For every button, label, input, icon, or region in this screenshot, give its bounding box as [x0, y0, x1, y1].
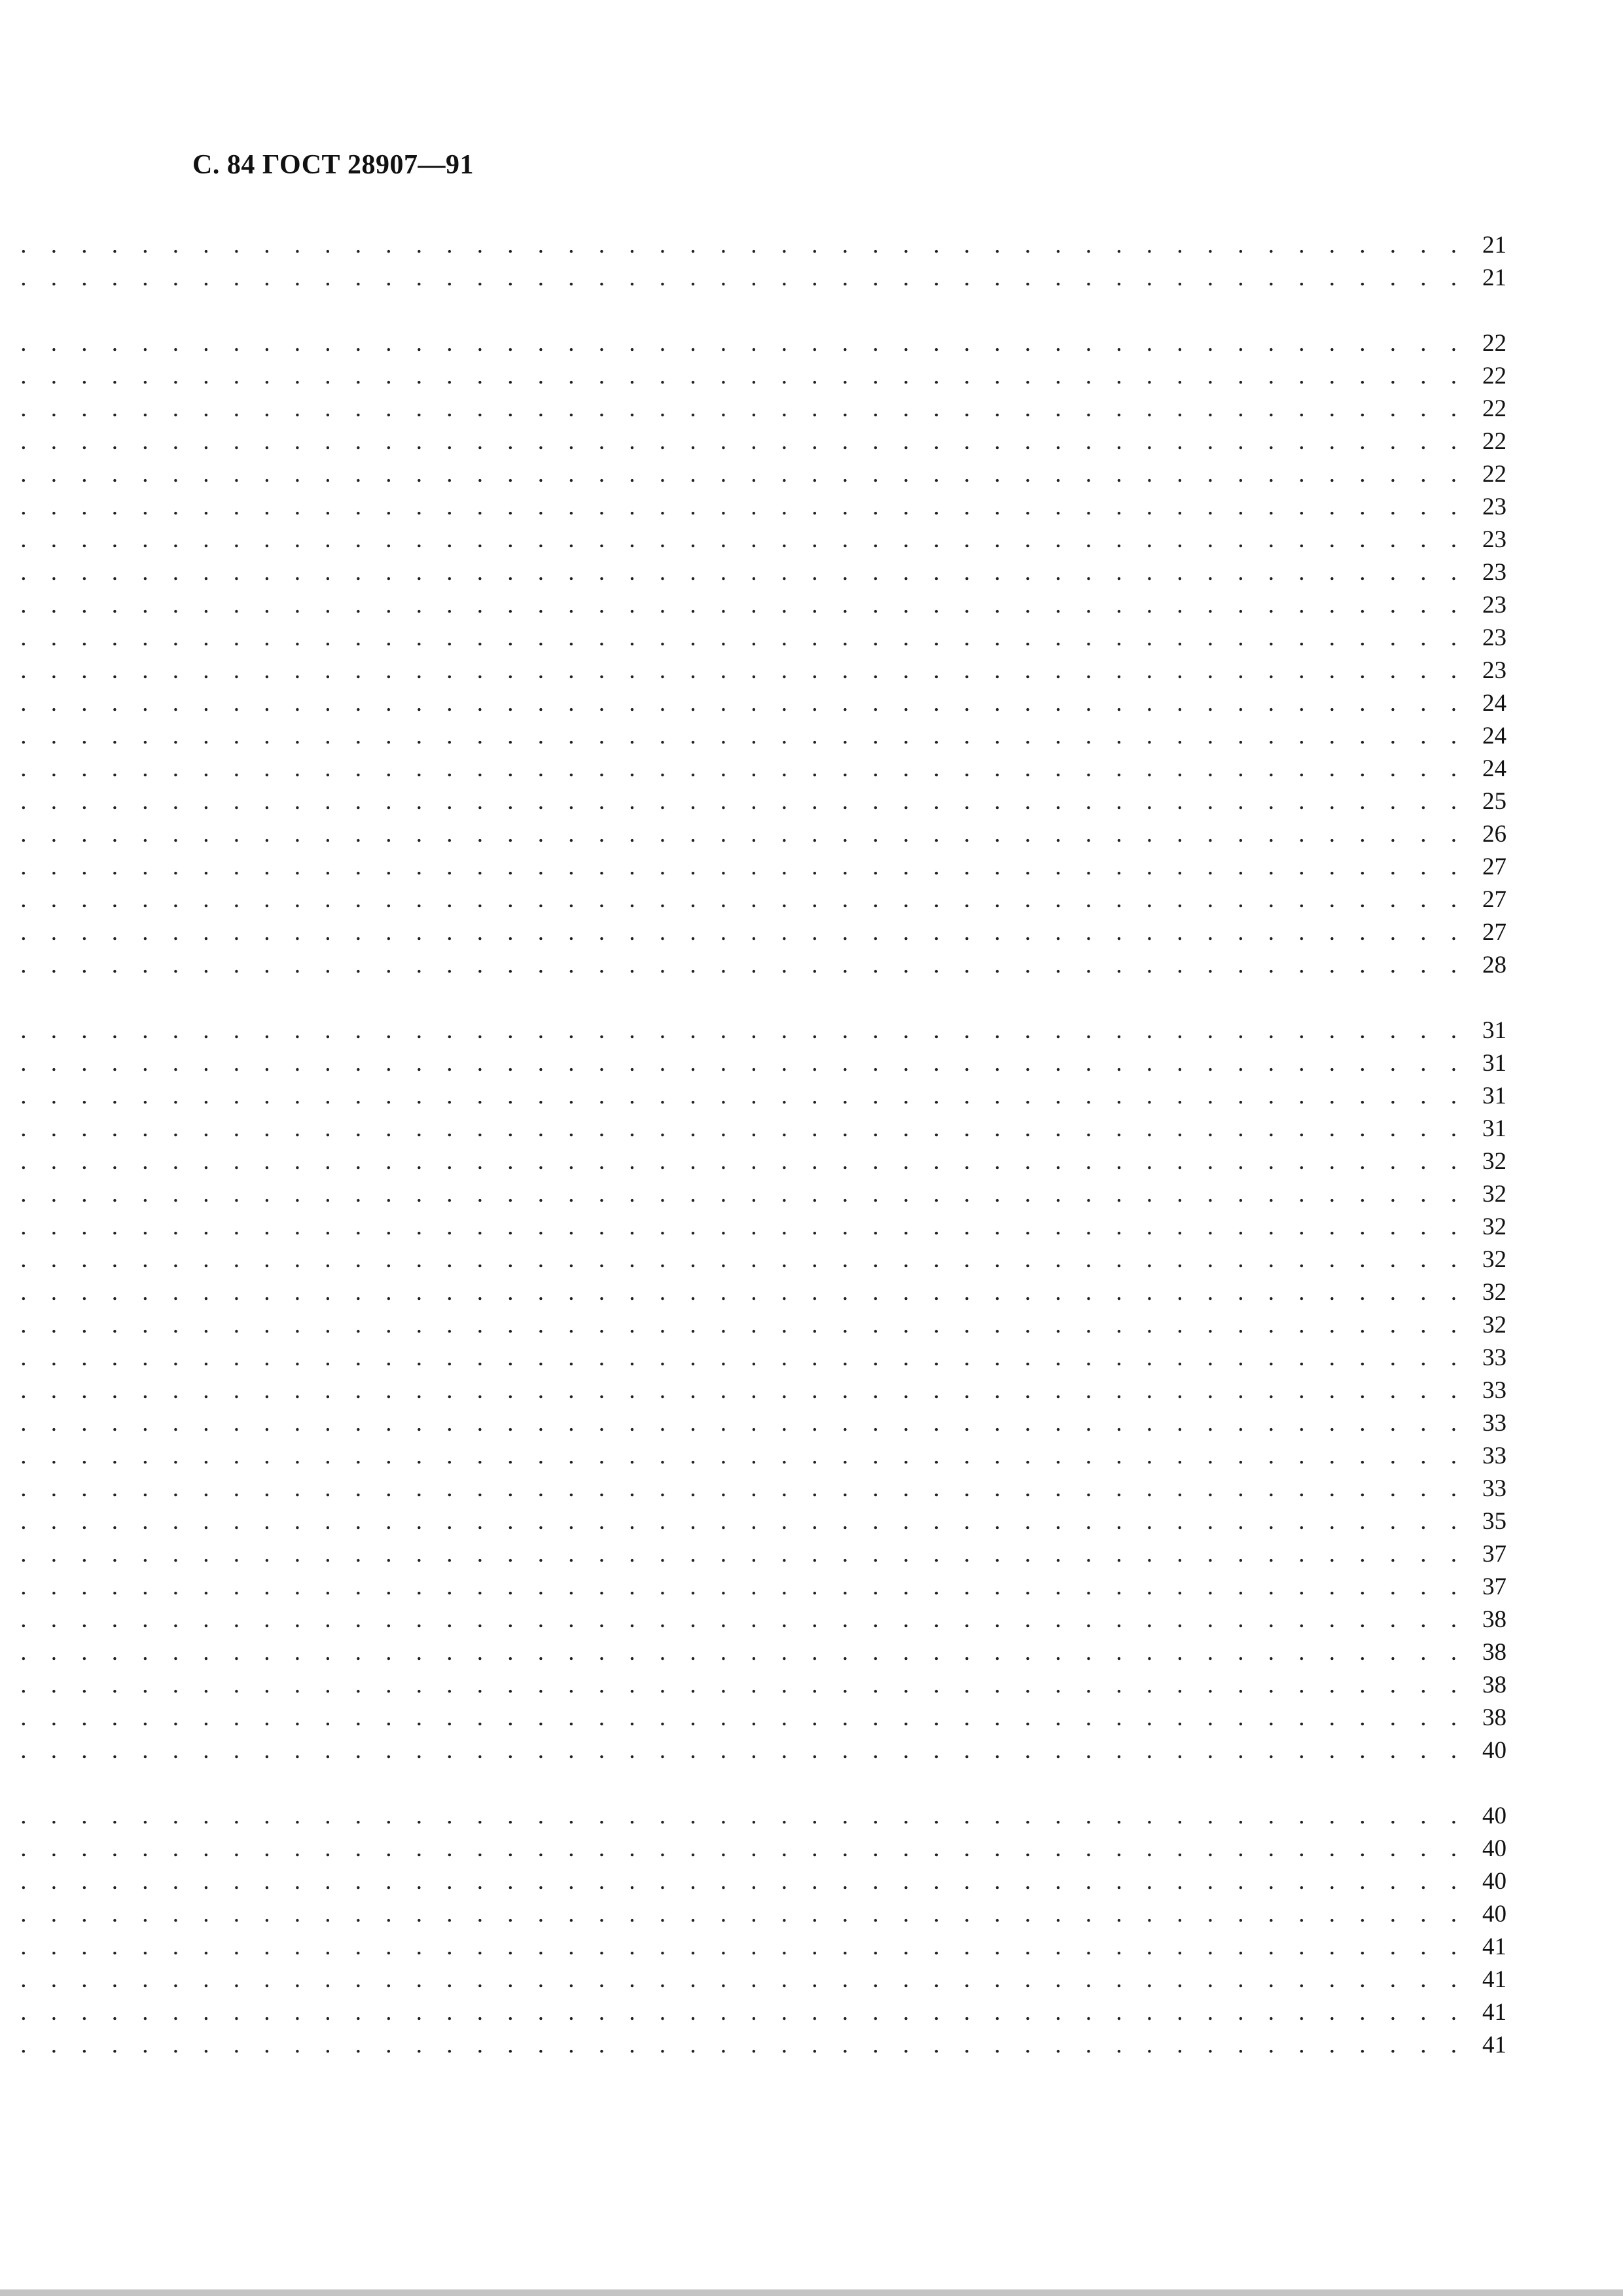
toc-entry-page: 23 [1482, 526, 1507, 553]
leader-dots [0, 753, 1466, 785]
toc-entry-page: 21 [1482, 232, 1507, 259]
leader-dots [0, 1145, 1466, 1178]
leader-dots [0, 687, 1466, 720]
toc-entry-page: 24 [1482, 690, 1507, 717]
toc-entry-page: 35 [1482, 1508, 1507, 1535]
toc-entry-page: 23 [1482, 624, 1507, 651]
leader-dots [0, 1309, 1466, 1342]
toc-entry[interactable] [0, 1898, 1623, 1931]
toc-entry[interactable] [0, 720, 1623, 753]
toc-entry-page: 32 [1482, 1148, 1507, 1175]
page-header: С. 84 ГОСТ 28907—91 [192, 150, 474, 180]
leader-dots [0, 262, 1466, 295]
toc-entry-page: 33 [1482, 1475, 1507, 1502]
leader-dots [0, 1113, 1466, 1145]
leader-dots [0, 1669, 1466, 1702]
leader-dots [0, 1604, 1466, 1636]
leader-dots [0, 229, 1466, 262]
toc-entry-page: 25 [1482, 788, 1507, 815]
toc-entry-page: 23 [1482, 559, 1507, 586]
leader-dots [0, 360, 1466, 393]
toc-entry-page: 41 [1482, 1933, 1507, 1960]
leader-dots [0, 655, 1466, 687]
toc-entry[interactable] [0, 1211, 1623, 1244]
toc-entry[interactable] [0, 949, 1623, 982]
toc-entry[interactable] [0, 1374, 1623, 1407]
leader-dots [0, 1440, 1466, 1473]
toc-entry-page: 32 [1482, 1246, 1507, 1273]
toc-entry[interactable] [0, 1669, 1623, 1702]
toc-entry-page: 37 [1482, 1573, 1507, 1600]
toc-section[interactable] [0, 327, 1623, 360]
leader-dots [0, 491, 1466, 524]
leader-dots [0, 1276, 1466, 1309]
leader-dots [0, 1702, 1466, 1734]
toc-entry-page: 32 [1482, 1279, 1507, 1306]
toc-entry-page: 28 [1482, 952, 1507, 978]
leader-dots [0, 1538, 1466, 1571]
toc-entry-page: 22 [1482, 363, 1507, 389]
toc-entry[interactable] [0, 1473, 1623, 1505]
leader-dots [0, 1931, 1466, 1964]
toc-entry-page: 33 [1482, 1377, 1507, 1404]
toc-entry[interactable] [0, 1996, 1623, 2029]
toc-entry[interactable] [0, 2029, 1623, 2062]
toc-entry[interactable] [0, 1113, 1623, 1145]
toc-entry-page: 22 [1482, 428, 1507, 455]
toc-entry-page: 38 [1482, 1672, 1507, 1698]
toc-entry-page: 33 [1482, 1344, 1507, 1371]
toc-entry-page: 41 [1482, 1999, 1507, 2026]
toc-entry-page: 40 [1482, 1737, 1507, 1764]
toc-entry-page: 40 [1482, 1901, 1507, 1928]
toc-entry[interactable] [0, 1505, 1623, 1538]
leader-dots [0, 1800, 1466, 1833]
toc-entry-page: 40 [1482, 1868, 1507, 1895]
toc-entry[interactable] [0, 1080, 1623, 1113]
leader-dots [0, 884, 1466, 916]
toc-entry-page: 38 [1482, 1704, 1507, 1731]
leader-dots [0, 1996, 1466, 2029]
toc-entry-page: 31 [1482, 1083, 1507, 1109]
leader-dots [0, 458, 1466, 491]
toc-entry[interactable] [0, 818, 1623, 851]
toc-entry[interactable] [0, 1964, 1623, 1996]
toc-entry[interactable] [0, 1178, 1623, 1211]
toc-entry-page: 22 [1482, 330, 1507, 357]
toc-entry[interactable] [0, 622, 1623, 655]
toc-entry-page: 21 [1482, 264, 1507, 291]
toc-entry[interactable] [0, 851, 1623, 884]
leader-dots [0, 1244, 1466, 1276]
leader-dots [0, 1374, 1466, 1407]
leader-dots [0, 1473, 1466, 1505]
toc-entry[interactable] [0, 1342, 1623, 1374]
toc-entry-page: 32 [1482, 1312, 1507, 1338]
toc-entry[interactable] [0, 1244, 1623, 1276]
toc-entry-page: 38 [1482, 1639, 1507, 1666]
toc-entry-page: 41 [1482, 1966, 1507, 1993]
leader-dots [0, 720, 1466, 753]
leader-dots [0, 2029, 1466, 2062]
toc-entry[interactable] [0, 1833, 1623, 1865]
leader-dots [0, 589, 1466, 622]
toc-entry[interactable] [0, 687, 1623, 720]
toc-entry[interactable] [0, 1636, 1623, 1669]
toc-entry-page: 40 [1482, 1835, 1507, 1862]
leader-dots [0, 1178, 1466, 1211]
toc-entry[interactable] [0, 360, 1623, 393]
toc-entry-page: 31 [1482, 1115, 1507, 1142]
toc-section[interactable] [0, 1014, 1623, 1047]
toc-entry-page: 27 [1482, 853, 1507, 880]
leader-dots [0, 1505, 1466, 1538]
toc-entry-page: 26 [1482, 821, 1507, 848]
toc-entry-page: 32 [1482, 1213, 1507, 1240]
toc-entry[interactable] [0, 1309, 1623, 1342]
toc-entry[interactable] [0, 785, 1623, 818]
toc-entry[interactable] [0, 1145, 1623, 1178]
toc-entry-page: 37 [1482, 1541, 1507, 1568]
leader-dots [0, 1964, 1466, 1996]
leader-dots [0, 327, 1466, 360]
leader-dots [0, 622, 1466, 655]
toc-entry-page: 23 [1482, 493, 1507, 520]
toc-entry[interactable] [0, 458, 1623, 491]
leader-dots [0, 949, 1466, 982]
table-of-contents [0, 229, 1623, 2062]
leader-dots [0, 1833, 1466, 1865]
toc-entry[interactable] [0, 425, 1623, 458]
toc-entry-page: 32 [1482, 1181, 1507, 1208]
leader-dots [0, 1047, 1466, 1080]
toc-entry[interactable] [0, 524, 1623, 556]
toc-entry[interactable] [0, 1734, 1623, 1767]
toc-entry-page: 27 [1482, 886, 1507, 913]
page-bottom-edge [0, 2289, 1623, 2296]
leader-dots [0, 1407, 1466, 1440]
toc-section[interactable] [0, 1800, 1623, 1833]
toc-entry[interactable] [0, 1538, 1623, 1571]
toc-entry[interactable] [0, 1865, 1623, 1898]
toc-entry[interactable] [0, 556, 1623, 589]
toc-entry-page: 31 [1482, 1017, 1507, 1044]
toc-entry[interactable] [0, 916, 1623, 949]
leader-dots [0, 916, 1466, 949]
leader-dots [0, 1636, 1466, 1669]
toc-entry[interactable] [0, 1571, 1623, 1604]
toc-entry[interactable] [0, 884, 1623, 916]
leader-dots [0, 851, 1466, 884]
leader-dots [0, 1734, 1466, 1767]
leader-dots [0, 1211, 1466, 1244]
toc-entry[interactable] [0, 1440, 1623, 1473]
toc-entry-page: 24 [1482, 755, 1507, 782]
toc-entry-page: 33 [1482, 1443, 1507, 1469]
toc-entry-page: 41 [1482, 2032, 1507, 2058]
leader-dots [0, 785, 1466, 818]
leader-dots [0, 393, 1466, 425]
toc-entry-page: 22 [1482, 461, 1507, 488]
leader-dots [0, 1342, 1466, 1374]
toc-entry-page: 23 [1482, 592, 1507, 619]
toc-entry[interactable] [0, 491, 1623, 524]
toc-entry-page: 23 [1482, 657, 1507, 684]
toc-entry[interactable] [0, 393, 1623, 425]
leader-dots [0, 524, 1466, 556]
toc-entry-page: 33 [1482, 1410, 1507, 1437]
leader-dots [0, 1865, 1466, 1898]
toc-entry[interactable] [0, 1702, 1623, 1734]
toc-entry[interactable] [0, 1407, 1623, 1440]
leader-dots [0, 1571, 1466, 1604]
toc-entry[interactable] [0, 753, 1623, 785]
leader-dots [0, 556, 1466, 589]
leader-dots [0, 1898, 1466, 1931]
toc-entry-page: 24 [1482, 723, 1507, 749]
toc-entry-page: 40 [1482, 1803, 1507, 1829]
toc-entry-page: 38 [1482, 1606, 1507, 1633]
leader-dots [0, 818, 1466, 851]
toc-entry[interactable] [0, 262, 1623, 295]
leader-dots [0, 1080, 1466, 1113]
leader-dots [0, 425, 1466, 458]
toc-entry-page: 22 [1482, 395, 1507, 422]
toc-entry[interactable] [0, 1047, 1623, 1080]
toc-entry[interactable] [0, 229, 1623, 262]
toc-entry-page: 31 [1482, 1050, 1507, 1077]
toc-entry[interactable] [0, 1276, 1623, 1309]
toc-entry-page: 27 [1482, 919, 1507, 946]
toc-entry[interactable] [0, 589, 1623, 622]
toc-entry[interactable] [0, 1604, 1623, 1636]
leader-dots [0, 1014, 1466, 1047]
toc-entry[interactable] [0, 655, 1623, 687]
toc-entry[interactable] [0, 1931, 1623, 1964]
